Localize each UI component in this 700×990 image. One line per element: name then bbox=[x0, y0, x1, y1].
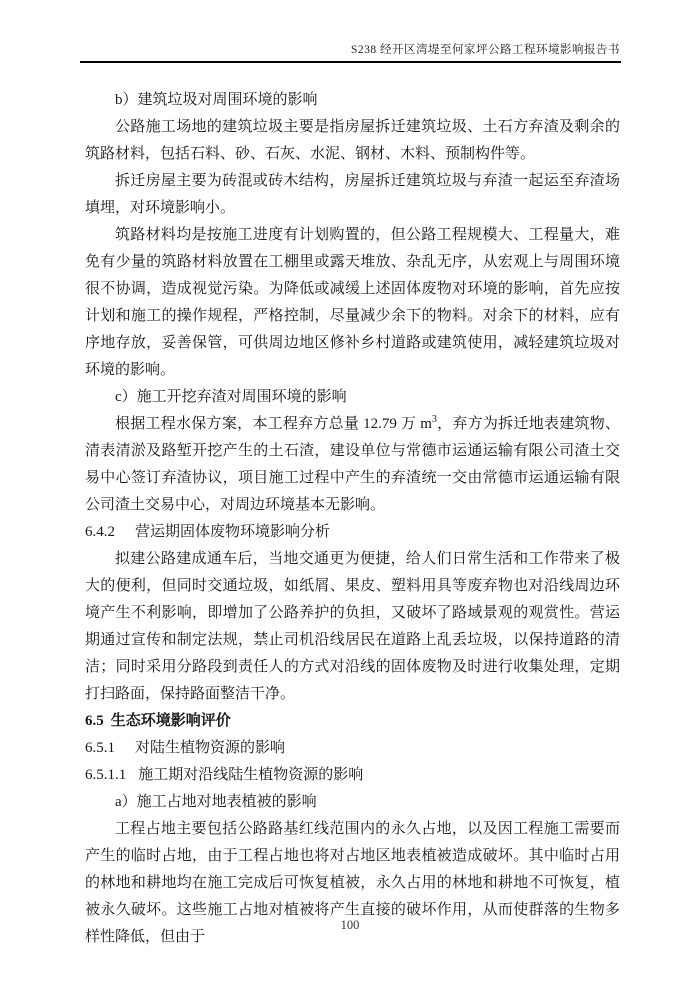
paragraph-spoil-volume bbox=[85, 411, 620, 519]
heading-6-5-1-number: 6.5.1 bbox=[85, 740, 115, 756]
heading-6-5-1-title: 对陆生植物资源的影响 bbox=[135, 740, 286, 756]
heading-6-4-2-title: 营运期固体废物环境影响分析 bbox=[135, 524, 331, 540]
page-number: 100 bbox=[340, 918, 360, 932]
paragraph-operation-period: 拟建公路建成通车后，当地交通更为便捷，给人们日常生活和工作带来了极大的便利，但同时交通垃圾，如纸屑、果皮、塑料用具等废弃物也对沿线周边环境产生不利影响，即增加了公路养护的负担，又破坏了路域景观的观赏性。营运期通过宣传和制定法规，禁止司机沿线居民在道路上乱丢垃圾，以保持道路的清洁；同时采用分路段到责任人的方式对沿线的固体废物及时进行收集处理，定期打扫路面，保持路面整洁干净。 bbox=[85, 551, 620, 702]
heading-6-5-1-1-number: 6.5.1.1 bbox=[85, 767, 127, 783]
heading-6-5-number: 6.5 bbox=[85, 713, 104, 729]
heading-6-5-1-1-title: 施工期对沿线陆生植物资源的影响 bbox=[138, 767, 364, 783]
list-item-a-heading: a）施工占地对地表植被的影响 bbox=[115, 794, 317, 810]
heading-6-5-title: 生态环境影响评价 bbox=[110, 713, 231, 729]
list-item-c-heading: c）施工开挖弃渣对周围环境的影响 bbox=[115, 389, 347, 405]
cubic-meter-superscript: 3 bbox=[431, 414, 437, 425]
paragraph-spoil-volume-post: ，弃方为拆迁地表建筑物、清表清淤及路堑开挖产生的土石渣，建设单位与常德市运通运输有限公司渣土交易中心签订弃渣协议，项目施工过程中产生的弃渣统一交由常德市运通运输有限公司渣土交易中心，对周边环境基本无影响。 bbox=[85, 416, 620, 513]
header-divider bbox=[80, 61, 621, 63]
paragraph-land-occupation: 工程占地主要包括公路路基红线范围内的永久占地，以及因工程施工需要而产生的临时占地，由于工程占地也将对占地区地表植被造成破坏。其中临时占用的林地和耕地均在施工完成后可恢复植被，永久占用的林地和耕地不可恢复，植被永久破坏。这些施工占地对植被将产生直接的破坏作用，从而使群落的生物多样性降低，但由于 bbox=[85, 821, 620, 945]
paragraph-spoil-volume-pre: 根据工程水保方案，本工程弃方总量 12.79 万 m bbox=[115, 416, 432, 432]
document-content bbox=[85, 87, 620, 951]
heading-6-4-2-number: 6.4.2 bbox=[85, 524, 115, 540]
heading-6-4-2 bbox=[85, 519, 620, 546]
list-item-b-heading: b）建筑垃圾对周围环境的影响 bbox=[115, 92, 318, 108]
heading-6-5 bbox=[85, 708, 620, 735]
heading-6-5-1 bbox=[85, 735, 620, 762]
page-footer bbox=[0, 918, 700, 933]
report-header-title: S238 经开区湾堤至何家坪公路工程环境影响报告书 bbox=[350, 44, 620, 56]
heading-6-5-1-1 bbox=[85, 762, 620, 789]
paragraph-construction-waste: 公路施工场地的建筑垃圾主要是指房屋拆迁建筑垃圾、土石方弃渣及剩余的筑路材料，包括石料、砂、石灰、水泥、钢材、木料、预制构件等。 bbox=[85, 119, 620, 162]
paragraph-road-materials: 筑路材料均是按施工进度有计划购置的，但公路工程规模大、工程量大，难免有少量的筑路材料放置在工棚里或露天堆放、杂乱无序，从宏观上与周围环境很不协调，造成视觉污染。为降低或减缓上述固体废物对环境的影响，首先应按计划和施工的操作规程，严格控制，尽量减少余下的物料。对余下的材料，应有序地存放，妥善保管，可供周边地区修补乡村道路或建筑使用，减轻建筑垃圾对环境的影响。 bbox=[85, 227, 620, 378]
paragraph-demolition: 拆迁房屋主要为砖混或砖木结构，房屋拆迁建筑垃圾与弃渣一起运至弃渣场填埋，对环境影响小。 bbox=[85, 173, 620, 216]
